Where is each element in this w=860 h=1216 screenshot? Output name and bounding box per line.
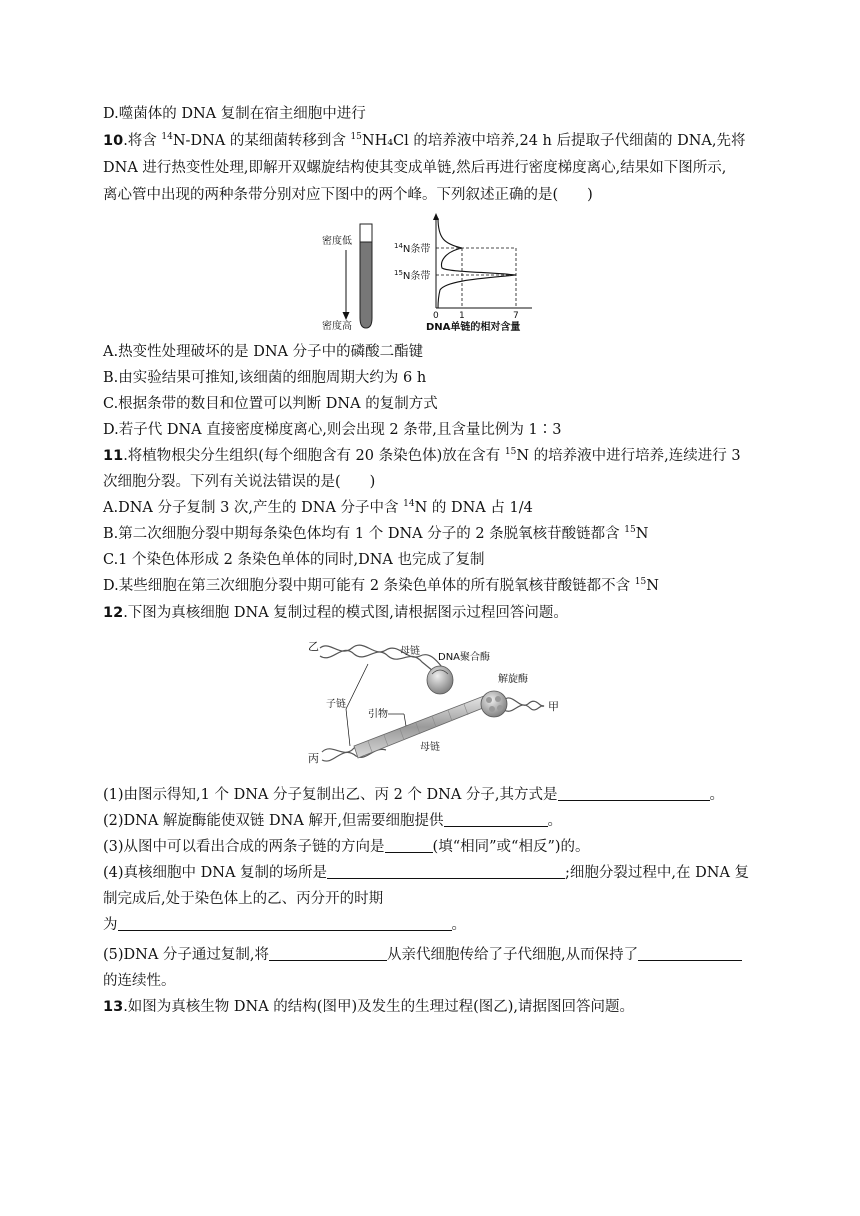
label-polymerase: DNA聚合酶: [438, 652, 491, 663]
q11-option-b: B.第二次细胞分裂中期每条染色体均有 1 个 DNA 分子的 2 条脱氧核苷酸链都含 $^{15}$N: [103, 525, 649, 542]
q10-figure: [318, 210, 558, 334]
dashed-guides: [436, 248, 516, 308]
label-helicase: 解旋酶: [498, 674, 528, 685]
q10-number: 10: [103, 133, 124, 149]
density-arrow: [343, 250, 350, 320]
answer-blank-5b[interactable]: [638, 946, 742, 961]
q12-number: 12: [103, 605, 124, 621]
q12-sub5-line1: (5)DNA 分子通过复制,将 从亲代细胞传给了子代细胞,从而保持了: [103, 945, 742, 965]
q11-option-d: D.某些细胞在第三次细胞分裂中期可能有 2 条染色单体的所有脱氧核苷酸链都不含 $^{15}$N: [103, 577, 659, 594]
answer-blank-1[interactable]: [558, 786, 710, 801]
parent-helix: [504, 698, 544, 711]
q10-option-c: C.根据条带的数目和位置可以判断 DNA 的复制方式: [103, 396, 438, 412]
q12-sub2: (2)DNA 解旋酶能使双链 DNA 解开,但需要细胞提供 。: [103, 813, 563, 829]
label-bing: 丙: [308, 752, 319, 765]
x-axis-label: DNA单链的相对含量: [426, 322, 521, 333]
q10-option-a: A.热变性处理破坏的是 DNA 分子中的磷酸二酯键: [103, 344, 424, 360]
q10-stem-line1: 10.将含 $^{14}$N-DNA 的某细菌转移到含 $^{15}$NH₄Cl 的培养液中培养,24 h 后提取子代细菌的 DNA,先将: [103, 132, 746, 149]
q11-stem-line1: 11.将植物根尖分生组织(每个细胞含有 20 条染色体)放在含有 $^{15}$N 的培养液中进行培养,连续进行 3: [103, 447, 741, 464]
q10-stem-line3: 离心管中出现的两种条带分别对应下图中的两个峰。下列叙述正确的是( ): [103, 187, 593, 203]
q11-option-a: A.DNA 分子复制 3 次,产生的 DNA 分子中含 $^{14}$N 的 DNA 占 1/4: [103, 499, 533, 516]
q13-stem: 13.如图为真核生物 DNA 的结构(图甲)及发生的生理过程(图乙),请据图回答问题。: [103, 999, 635, 1015]
q11-option-c: C.1 个染色体形成 2 条染色单体的同时,DNA 也完成了复制: [103, 552, 485, 568]
density-low-text: 密度低: [322, 236, 352, 247]
label-daughter: 子链: [326, 699, 346, 710]
chart-axes: [433, 213, 532, 308]
answer-blank-4b[interactable]: [118, 916, 452, 931]
label-parent-top: 母链: [400, 646, 420, 657]
band-15n-label: $^{15}$N条带: [394, 269, 431, 282]
q12-sub4-line3: 为 。: [103, 917, 466, 933]
centrifuge-tube: [360, 224, 372, 328]
q13-number: 13: [103, 999, 124, 1015]
q10-option-b: B.由实验结果可推知,该细菌的细胞周期大约为 6 h: [103, 370, 427, 386]
q12-stem: 12.下图为真核细胞 DNA 复制过程的模式图,请根据图示过程回答问题。: [103, 605, 568, 621]
band-14n-label: $^{14}$N条带: [394, 242, 431, 255]
q12-sub1: (1)由图示得知,1 个 DNA 分子复制出乙、丙 2 个 DNA 分子,其方式是 。: [103, 787, 725, 803]
q12-sub5-line2: 的连续性。: [103, 973, 176, 989]
q12-sub4-line2: 制完成后,处于染色体上的乙、丙分开的时期: [103, 891, 384, 907]
q9-option-d: D.噬菌体的 DNA 复制在宿主细胞中进行: [103, 106, 366, 122]
density-high-text: 密度高: [322, 321, 352, 332]
label-jia: 甲: [548, 700, 559, 713]
helicase-icon: [481, 691, 507, 717]
q12-figure: [308, 634, 560, 770]
answer-blank-3[interactable]: [385, 838, 433, 853]
answer-blank-5a[interactable]: [269, 946, 387, 961]
label-parent-bottom: 母链: [420, 742, 440, 753]
q12-sub4-line1: (4)真核细胞中 DNA 复制的场所是 ;细胞分裂过程中,在 DNA 复: [103, 865, 750, 881]
density-curve: [438, 218, 516, 308]
q11-number: 11: [103, 448, 124, 464]
dna-polymerase-icon: [427, 666, 453, 694]
label-primer: 引物: [368, 709, 388, 720]
answer-blank-4a[interactable]: [327, 864, 565, 879]
x-tick-0: 0: [433, 311, 439, 321]
label-yi: 乙: [308, 640, 319, 653]
x-tick-7: 7: [513, 311, 519, 321]
q10-stem-line2: DNA 进行热变性处理,即解开双螺旋结构使其变成单链,然后再进行密度梯度离心,结果如下图所示,: [103, 160, 727, 176]
answer-blank-2[interactable]: [444, 812, 548, 827]
q12-sub3: (3)从图中可以看出合成的两条子链的方向是 (填“相同”或“相反”)的。: [103, 839, 590, 855]
x-tick-1: 1: [459, 311, 465, 321]
q11-stem-line2: 次细胞分裂。下列有关说法错误的是( ): [103, 474, 376, 490]
q10-option-d: D.若子代 DNA 直接密度梯度离心,则会出现 2 条带,且含量比例为 1∶3: [103, 422, 562, 438]
